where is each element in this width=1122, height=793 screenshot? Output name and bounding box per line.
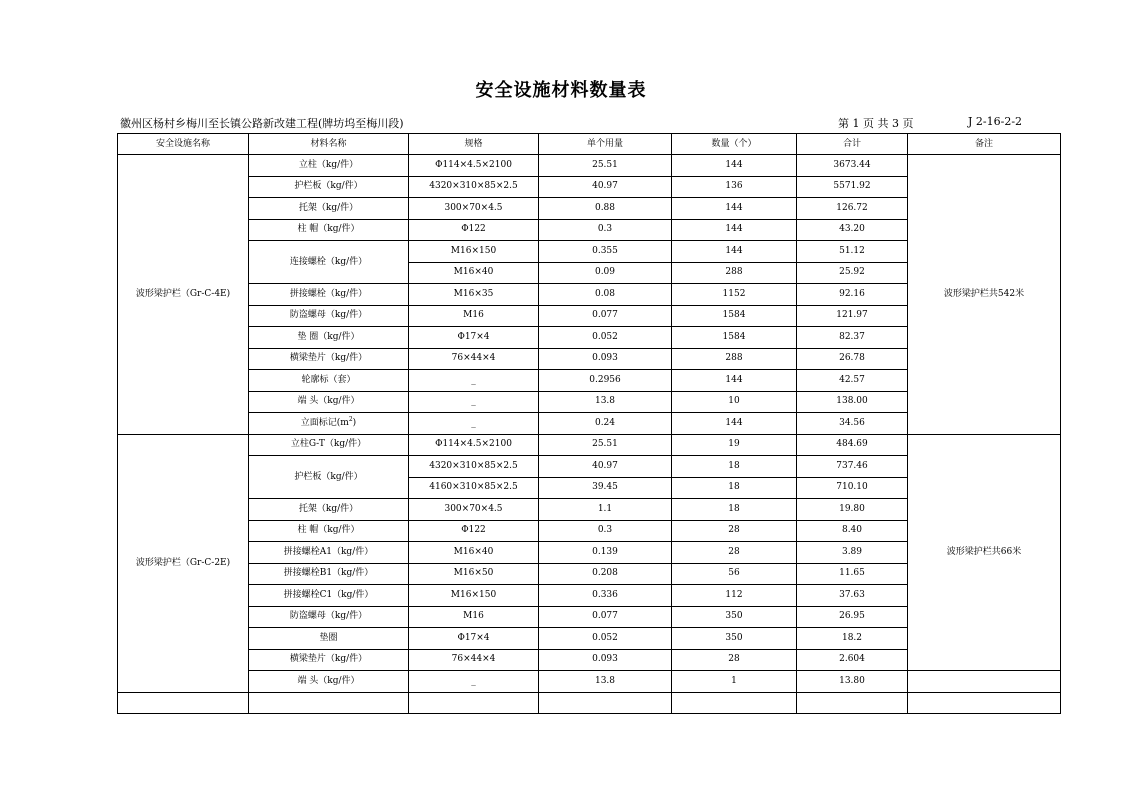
material-cell: 托架（kg/件） — [249, 499, 409, 521]
quantity-cell: 144 — [672, 219, 797, 241]
empty-cell — [539, 692, 672, 713]
unit-usage-cell: 0.2956 — [539, 370, 672, 392]
total-cell: 25.92 — [797, 262, 908, 284]
column-header: 规格 — [409, 134, 539, 155]
quantity-cell: 18 — [672, 477, 797, 499]
material-cell: 护栏板（kg/件） — [249, 456, 409, 499]
column-header: 安全设施名称 — [118, 134, 249, 155]
material-cell: 垫圈 — [249, 628, 409, 650]
spec-cell: Φ17×4 — [409, 628, 539, 650]
quantity-cell: 1584 — [672, 327, 797, 349]
spec-cell: Φ122 — [409, 520, 539, 542]
column-header: 材料名称 — [249, 134, 409, 155]
quantity-cell: 1584 — [672, 305, 797, 327]
total-cell: 710.10 — [797, 477, 908, 499]
spec-cell: _ — [409, 413, 539, 435]
empty-cell — [672, 692, 797, 713]
page-title: 安全设施材料数量表 — [475, 80, 647, 101]
column-header: 合计 — [797, 134, 908, 155]
unit-usage-cell: 39.45 — [539, 477, 672, 499]
unit-usage-cell: 0.077 — [539, 305, 672, 327]
spec-cell: _ — [409, 671, 539, 693]
materials-table — [117, 133, 1061, 714]
spec-cell: M16×35 — [409, 284, 539, 306]
quantity-cell: 144 — [672, 155, 797, 177]
facility-name: 波形梁护栏（Gr-C-2E) — [118, 434, 249, 692]
quantity-cell: 350 — [672, 606, 797, 628]
spec-cell: Φ122 — [409, 219, 539, 241]
material-cell: 垫 圈（kg/件） — [249, 327, 409, 349]
table-row — [118, 155, 1061, 177]
material-cell: 拼接螺栓B1（kg/件） — [249, 563, 409, 585]
unit-usage-cell: 0.139 — [539, 542, 672, 564]
total-cell: 19.80 — [797, 499, 908, 521]
spec-cell: 76×44×4 — [409, 348, 539, 370]
unit-usage-cell: 1.1 — [539, 499, 672, 521]
total-cell: 92.16 — [797, 284, 908, 306]
material-cell: 拼接螺栓（kg/件） — [249, 284, 409, 306]
spec-cell: M16×40 — [409, 262, 539, 284]
unit-usage-cell: 0.09 — [539, 262, 672, 284]
spec-cell: Φ114×4.5×2100 — [409, 434, 539, 456]
unit-usage-cell: 0.052 — [539, 628, 672, 650]
unit-usage-cell: 0.093 — [539, 348, 672, 370]
total-cell: 3.89 — [797, 542, 908, 564]
material-cell: 连接螺栓（kg/件） — [249, 241, 409, 284]
spec-cell: 4320×310×85×2.5 — [409, 456, 539, 478]
quantity-cell: 288 — [672, 348, 797, 370]
quantity-cell: 18 — [672, 499, 797, 521]
project-name: 徽州区杨村乡梅川至长镇公路新改建工程(牌坊坞至梅川段) — [120, 117, 404, 130]
total-cell: 18.2 — [797, 628, 908, 650]
spec-cell: _ — [409, 391, 539, 413]
spec-cell: M16×150 — [409, 241, 539, 263]
total-cell: 26.78 — [797, 348, 908, 370]
table-row — [118, 434, 1061, 456]
material-cell: 立柱（kg/件） — [249, 155, 409, 177]
total-cell: 484.69 — [797, 434, 908, 456]
quantity-cell: 1 — [672, 671, 797, 693]
total-cell: 82.37 — [797, 327, 908, 349]
quantity-cell: 18 — [672, 456, 797, 478]
quantity-cell: 144 — [672, 413, 797, 435]
facility-name: 波形梁护栏（Gr-C-4E) — [118, 155, 249, 435]
quantity-cell: 112 — [672, 585, 797, 607]
unit-usage-cell: 0.208 — [539, 563, 672, 585]
total-cell: 121.97 — [797, 305, 908, 327]
total-cell: 2.604 — [797, 649, 908, 671]
material-cell: 柱 帽（kg/件） — [249, 219, 409, 241]
total-cell: 737.46 — [797, 456, 908, 478]
column-header: 单个用量 — [539, 134, 672, 155]
unit-usage-cell: 0.24 — [539, 413, 672, 435]
material-text: 立面标记(m — [300, 417, 349, 428]
spec-cell: M16 — [409, 305, 539, 327]
column-header: 备注 — [908, 134, 1061, 155]
spec-cell: 4320×310×85×2.5 — [409, 176, 539, 198]
spec-cell: _ — [409, 370, 539, 392]
empty-row — [118, 692, 1061, 713]
quantity-cell: 19 — [672, 434, 797, 456]
page-info: 第 1 页 共 3 页 — [838, 117, 914, 130]
spec-cell: M16×150 — [409, 585, 539, 607]
quantity-cell: 28 — [672, 542, 797, 564]
total-cell: 13.80 — [797, 671, 908, 693]
spec-cell: 300×70×4.5 — [409, 198, 539, 220]
material-cell — [249, 413, 409, 435]
empty-cell — [908, 692, 1061, 713]
total-cell: 26.95 — [797, 606, 908, 628]
material-cell: 柱 帽（kg/件） — [249, 520, 409, 542]
spec-cell: 4160×310×85×2.5 — [409, 477, 539, 499]
unit-usage-cell: 40.97 — [539, 456, 672, 478]
remarks-cell — [908, 671, 1061, 693]
total-cell: 5571.92 — [797, 176, 908, 198]
quantity-cell: 56 — [672, 563, 797, 585]
unit-usage-cell: 13.8 — [539, 671, 672, 693]
material-text-tail: ) — [352, 417, 357, 428]
unit-usage-cell: 0.077 — [539, 606, 672, 628]
spec-cell: M16×40 — [409, 542, 539, 564]
empty-cell — [797, 692, 908, 713]
quantity-cell: 28 — [672, 520, 797, 542]
remarks-cell: 波形梁护栏共66米 — [908, 434, 1061, 671]
total-cell: 126.72 — [797, 198, 908, 220]
table-header-row — [118, 134, 1061, 155]
material-cell: 护栏板（kg/件） — [249, 176, 409, 198]
unit-usage-cell: 0.355 — [539, 241, 672, 263]
material-cell: 防盗螺母（kg/件） — [249, 606, 409, 628]
unit-superscript: 2 — [348, 415, 353, 423]
quantity-cell: 28 — [672, 649, 797, 671]
total-cell: 34.56 — [797, 413, 908, 435]
material-cell: 端 头（kg/件） — [249, 391, 409, 413]
empty-cell — [249, 692, 409, 713]
material-cell: 拼接螺栓A1（kg/件） — [249, 542, 409, 564]
total-cell: 43.20 — [797, 219, 908, 241]
unit-usage-cell: 0.3 — [539, 219, 672, 241]
unit-usage-cell: 0.052 — [539, 327, 672, 349]
material-cell: 拼接螺栓C1（kg/件） — [249, 585, 409, 607]
spec-cell: Φ17×4 — [409, 327, 539, 349]
unit-usage-cell: 0.093 — [539, 649, 672, 671]
material-cell: 轮廓标（套） — [249, 370, 409, 392]
empty-cell — [409, 692, 539, 713]
total-cell: 11.65 — [797, 563, 908, 585]
material-cell: 端 头（kg/件） — [249, 671, 409, 693]
unit-usage-cell: 0.3 — [539, 520, 672, 542]
spec-cell: M16 — [409, 606, 539, 628]
quantity-cell: 1152 — [672, 284, 797, 306]
spec-cell: 300×70×4.5 — [409, 499, 539, 521]
unit-usage-cell: 40.97 — [539, 176, 672, 198]
quantity-cell: 144 — [672, 198, 797, 220]
unit-usage-cell: 25.51 — [539, 155, 672, 177]
quantity-cell: 144 — [672, 370, 797, 392]
total-cell: 37.63 — [797, 585, 908, 607]
total-cell: 3673.44 — [797, 155, 908, 177]
total-cell: 51.12 — [797, 241, 908, 263]
column-header: 数量（个） — [672, 134, 797, 155]
quantity-cell: 144 — [672, 241, 797, 263]
spec-cell: 76×44×4 — [409, 649, 539, 671]
spec-cell: Φ114×4.5×2100 — [409, 155, 539, 177]
material-cell: 横梁垫片（kg/件） — [249, 348, 409, 370]
unit-usage-cell: 25.51 — [539, 434, 672, 456]
material-cell: 横梁垫片（kg/件） — [249, 649, 409, 671]
unit-usage-cell: 0.08 — [539, 284, 672, 306]
material-cell: 托架（kg/件） — [249, 198, 409, 220]
unit-usage-cell: 0.88 — [539, 198, 672, 220]
table-row — [118, 671, 1061, 693]
spec-cell: M16×50 — [409, 563, 539, 585]
material-cell: 防盗螺母（kg/件） — [249, 305, 409, 327]
remarks-cell: 波形梁护栏共542米 — [908, 155, 1061, 435]
unit-usage-cell: 0.336 — [539, 585, 672, 607]
unit-usage-cell: 13.8 — [539, 391, 672, 413]
quantity-cell: 350 — [672, 628, 797, 650]
total-cell: 42.57 — [797, 370, 908, 392]
quantity-cell: 10 — [672, 391, 797, 413]
total-cell: 138.00 — [797, 391, 908, 413]
total-cell: 8.40 — [797, 520, 908, 542]
quantity-cell: 288 — [672, 262, 797, 284]
material-cell: 立柱G-T（kg/件） — [249, 434, 409, 456]
drawing-code: J 2-16-2-2 — [968, 115, 1023, 128]
empty-cell — [118, 692, 249, 713]
quantity-cell: 136 — [672, 176, 797, 198]
